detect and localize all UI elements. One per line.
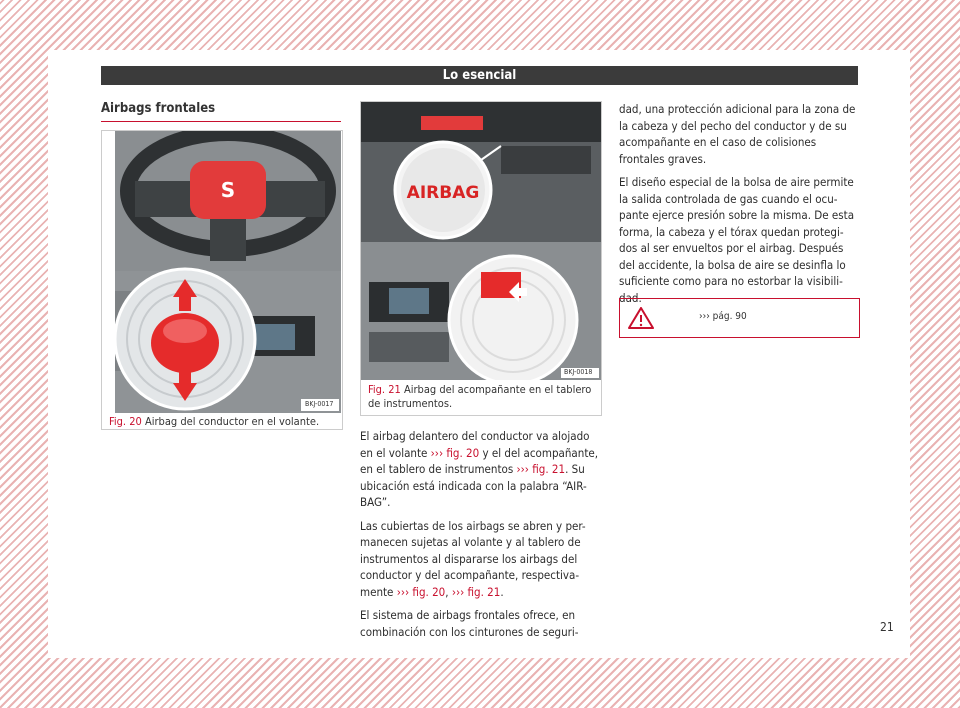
link-fig-21-b[interactable]: ››› fig. 21	[451, 584, 501, 599]
figure-20-caption-text: Airbag del conductor en el volante.	[144, 415, 320, 428]
figure-21-caption-text: Airbag del acompañante en el tablero de instrumentos.	[368, 383, 592, 410]
paragraph-1-text-a: El airbag delantero del conductor va alojado en el volante	[360, 429, 590, 460]
warning-triangle-icon	[628, 307, 654, 329]
paragraph-3: El sistema de airbags frontales ofrece, en combinación con los cinturones de seguri-	[360, 608, 579, 639]
paragraph-1-text-c: . Su ubicación está indicada con la palabra “AIR-BAG”.	[360, 462, 587, 509]
paragraph-2	[360, 518, 600, 601]
body-text-right	[619, 101, 859, 313]
page-header: Lo esencial	[101, 66, 858, 85]
figure-21-code: BKJ-0018	[564, 368, 593, 376]
paragraph-1-text-b: y el del acompañante, en el tablero de instrumentos	[360, 445, 599, 476]
warning-box	[619, 298, 860, 338]
paragraph-2-separator: ,	[445, 584, 452, 599]
paragraph-2-text-b: .	[500, 584, 504, 599]
title-underline	[101, 121, 341, 122]
dashboard-airbag-illustration	[361, 102, 601, 380]
svg-text:AIRBAG: AIRBAG	[406, 183, 480, 203]
figure-20	[101, 130, 343, 430]
section-title: Airbags frontales	[101, 101, 216, 116]
paragraph-4: dad, una protección adicional para la zona de la cabeza y del pecho del conductor y de su acompañante en el caso de colisiones frontales graves.	[619, 102, 856, 166]
figure-20-caption	[109, 415, 335, 429]
link-fig-21[interactable]: ››› fig. 21	[516, 462, 566, 476]
link-fig-20-b[interactable]: ››› fig. 20	[396, 584, 446, 599]
paragraph-1	[360, 428, 600, 511]
figure-20-code: BKJ-0017	[305, 400, 334, 408]
warning-page-reference[interactable]: ››› pág. 90	[699, 311, 747, 322]
figure-21-image	[361, 102, 601, 380]
paragraph-5: El diseño especial de la bolsa de aire permite la salida controlada de gas cuando el ocu-pante ejerce presión sobre la misma. De esta forma, la cabeza y el tórax quedan protegi-dos al ser envueltos por el airbag. Después del accidente, la bolsa de aire se desinfla lo suficiente como para no estorbar la visibili-dad.	[619, 175, 855, 305]
figure-20-image	[115, 131, 341, 413]
link-fig-20[interactable]: ››› fig. 20	[430, 445, 480, 460]
figure-21-label: Fig. 21	[368, 383, 401, 396]
figure-21	[360, 101, 602, 416]
paragraph-2-text-a: Las cubiertas de los airbags se abren y per-manecen sujetas al volante y al tablero de instrumentos al dispararse los airbags del conductor y del acompañante, respectiva-mente	[360, 518, 586, 599]
body-text-middle	[360, 428, 600, 647]
steering-wheel-airbag-illustration	[115, 131, 341, 413]
page-number: 21	[880, 620, 894, 634]
figure-21-caption	[368, 383, 594, 411]
svg-text:S: S	[220, 178, 236, 202]
figure-20-label: Fig. 20	[109, 415, 142, 428]
